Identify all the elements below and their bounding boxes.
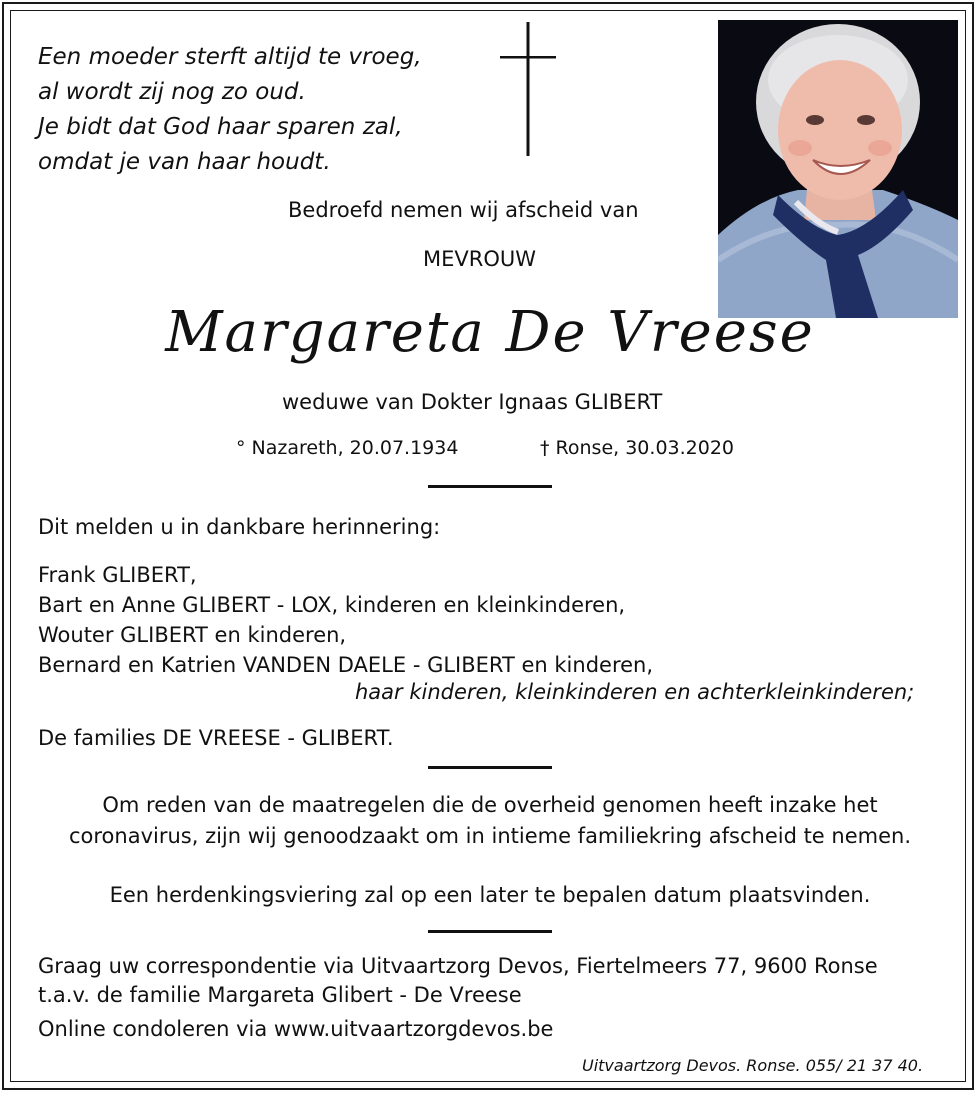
- online-condolence: Online condoleren via www.uitvaartzorgdevos.be: [38, 1017, 554, 1041]
- portrait-photo: [718, 20, 958, 318]
- cross-icon: [500, 22, 556, 156]
- poem-line: Je bidt dat God haar sparen zal,: [38, 114, 403, 140]
- divider: [428, 766, 552, 769]
- correspondence-address: Graag uw correspondentie via Uitvaartzorg Devos, Fiertelmeers 77, 9600 Ronse: [38, 954, 878, 978]
- funeral-home-footer: Uitvaartzorg Devos. Ronse. 055/ 21 37 40.: [582, 1056, 924, 1075]
- portrait-illustration: [718, 20, 958, 318]
- divider: [428, 485, 552, 488]
- corona-notice-line: coronavirus, zijn wij genoodzaakt om in intieme familiekring afscheid te nemen.: [68, 824, 911, 848]
- family-intro: Dit melden u in dankbare herinnering:: [38, 515, 441, 539]
- poem: [38, 40, 422, 180]
- death-date: † Ronse, 30.03.2020: [540, 437, 735, 459]
- memorial-notice: Een herdenkingsviering zal op een later te bepalen datum plaatsvinden.: [109, 883, 871, 907]
- honorific: MEVROUW: [423, 247, 537, 271]
- intro-text: Bedroefd nemen wij afscheid van: [288, 198, 639, 222]
- birth-date: ° Nazareth, 20.07.1934: [236, 437, 459, 459]
- family-member: Bernard en Katrien VANDEN DAELE - GLIBERT en kinderen,: [38, 653, 654, 677]
- corona-notice: [0, 790, 980, 852]
- poem-line: al wordt zij nog zo oud.: [38, 79, 306, 105]
- poem-line: Een moeder sterft altijd te vroeg,: [38, 44, 422, 70]
- deceased-name: Margareta De Vreese: [165, 300, 815, 365]
- families-line: De families DE VREESE - GLIBERT.: [38, 726, 394, 750]
- family-list: [38, 560, 653, 680]
- corona-notice-line: Om reden van de maatregelen die de overheid genomen heeft inzake het: [102, 793, 878, 817]
- family-member: Bart en Anne GLIBERT - LOX, kinderen en kleinkinderen,: [38, 593, 626, 617]
- correspondence-attention: t.a.v. de familie Margareta Glibert - De Vreese: [38, 983, 522, 1007]
- relation-text: weduwe van Dokter Ignaas GLIBERT: [282, 390, 663, 414]
- family-member: Frank GLIBERT,: [38, 563, 197, 587]
- family-closing: haar kinderen, kleinkinderen en achterkleinkinderen;: [355, 680, 915, 704]
- family-member: Wouter GLIBERT en kinderen,: [38, 623, 347, 647]
- poem-line: omdat je van haar houdt.: [38, 149, 331, 175]
- divider: [428, 930, 552, 933]
